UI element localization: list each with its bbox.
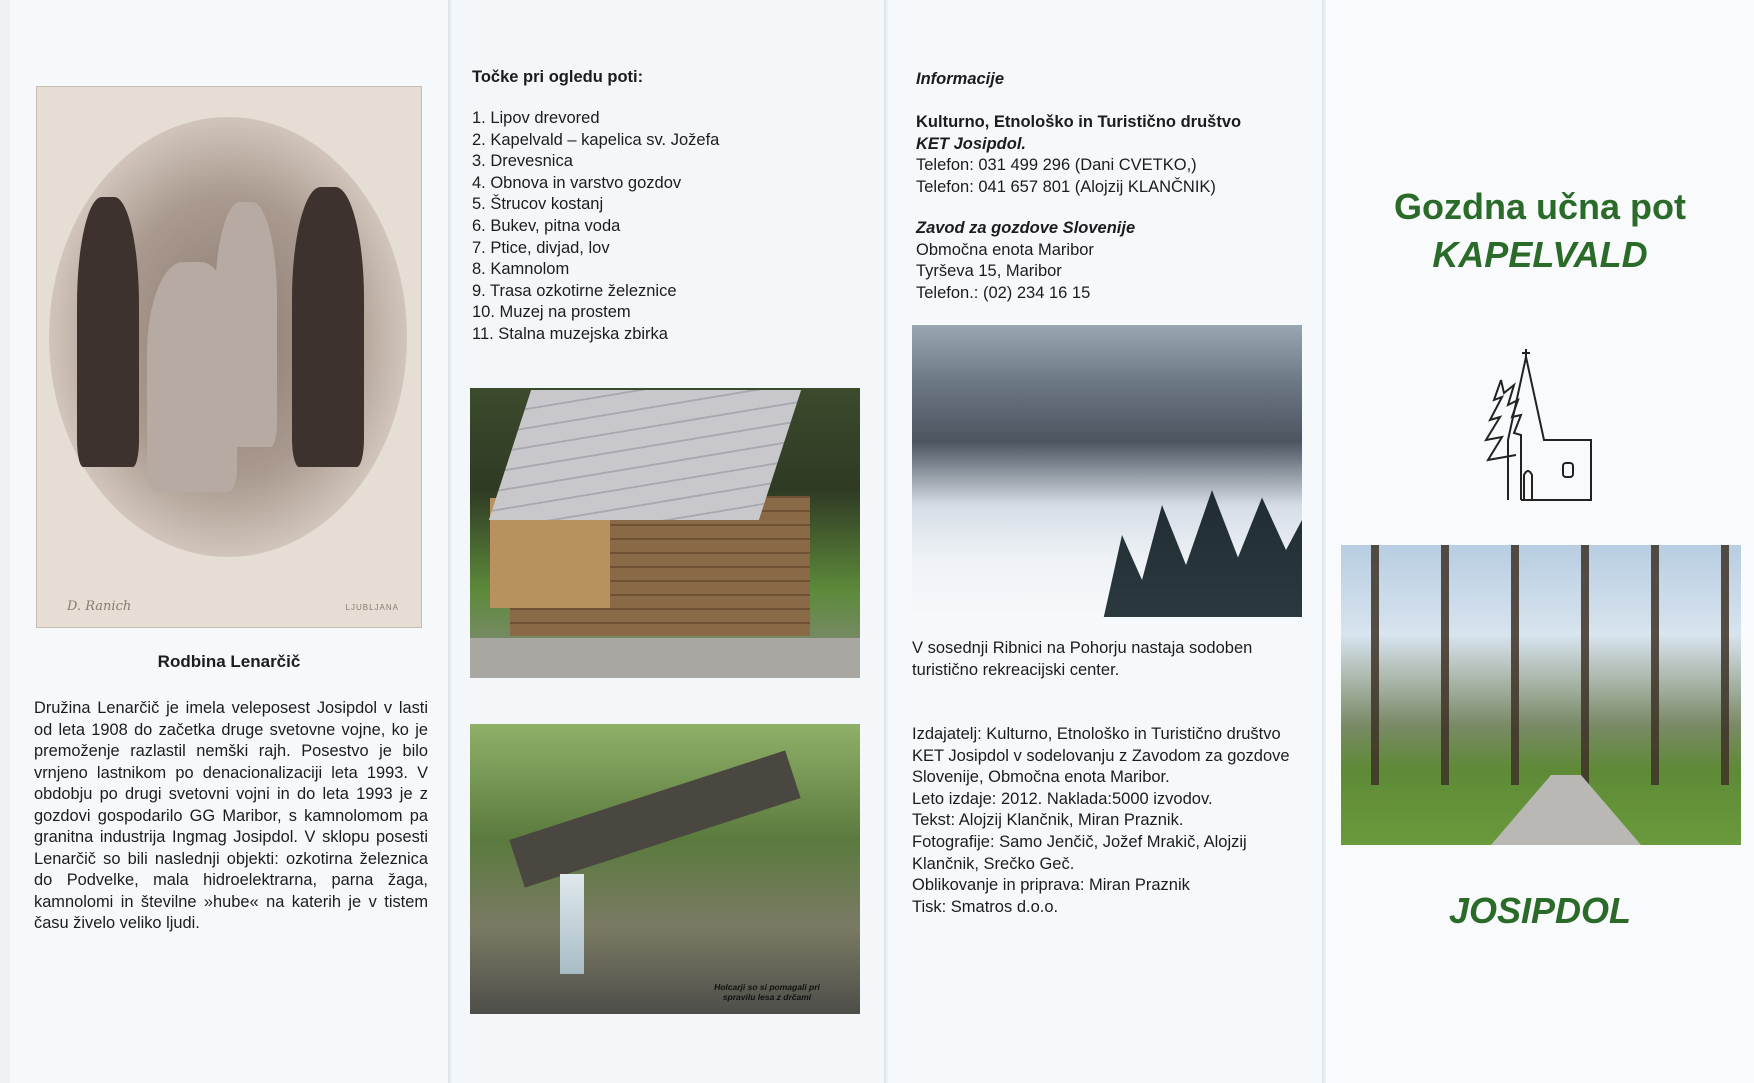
list-item: 4. Obnova in varstvo gozdov <box>472 173 682 192</box>
photo-credits: Fotografije: Samo Jenčič, Jožef Mrakič, Alojzij Klančnik, Srečko Geč. <box>912 832 1247 873</box>
linden-avenue-photo <box>1341 545 1741 845</box>
chapel-tree-logo-icon <box>1466 345 1596 505</box>
info-heading: Informacije <box>916 70 1005 88</box>
text-authors: Tekst: Alojzij Klančnik, Miran Praznik. <box>912 811 1184 830</box>
cover-place-name: JOSIPDOL <box>1448 890 1632 931</box>
fold-line <box>448 0 452 1083</box>
publisher: Izdajatelj: Kulturno, Etnološko in Turistično društvo KET Josipdol v sodelovanju z Zavodom za gozdove Slovenije, Območna enota Maribor. <box>912 725 1290 787</box>
list-item: 1. Lipov drevored <box>472 109 600 127</box>
org2-contact <box>916 218 1135 304</box>
points-list <box>472 108 719 346</box>
org1-short-name: KET Josipdol. <box>916 134 1027 153</box>
points-heading: Točke pri ogledu poti: <box>472 68 644 86</box>
org1-phone: Telefon: 041 657 801 (Alojzij KLANČNIK) <box>916 177 1216 196</box>
brochure-panel-info <box>888 0 1322 1083</box>
history-text: Družina Lenarčič je imela veleposest Josipdol v lasti od leta 1908 do začetka druge svetovne vojne, ko je premoženje razlastil nemški rajh. Posestvo je bilo vrnjeno lastnikom po denacionalizaciji leta 1993. V obdobju po drugi svetovni vojni in do leta 1993 je z gozdovi gospodarilo GG Maribor, s kamnolomom pa granitna industrija Ingmag Josipdol. V sklopu posesti Lenarčič so bili naslednji objekti: ozkotirna železnica do Podvelke, mala hidroelektrarna, parna žaga, kamnolomi in številne »hube« na katerih je v tistem času živelo veliko ljudi. <box>34 699 428 932</box>
fold-line <box>884 0 888 1083</box>
list-item: 5. Štrucov kostanj <box>472 195 604 214</box>
photo-studio-signature: D. Ranich <box>67 599 132 614</box>
org1-contact <box>916 112 1241 198</box>
brochure-panel-history <box>10 0 448 1083</box>
list-item: 6. Bukev, pitna voda <box>472 216 621 235</box>
log-flume-photo <box>470 724 860 1014</box>
list-item: 9. Trasa ozkotirne železnice <box>472 281 677 300</box>
imprint <box>912 724 1304 918</box>
brochure-panel-points <box>452 0 884 1083</box>
fold-line <box>1322 0 1326 1083</box>
cover-title: Gozdna učna pot <box>1394 186 1686 227</box>
list-item: 11. Stalna muzejska zbirka <box>472 324 668 343</box>
photo-caption: Rodbina Lenarčič <box>157 652 301 671</box>
org2-address: Tyrševa 15, Maribor <box>916 262 1062 281</box>
ribnica-text: V sosednji Ribnici na Pohorju nastaja sodoben turistično rekreacijski center. <box>912 639 1253 679</box>
flume-photo-caption: Holcarji so si pomagali pri spravilu lesa z drčami <box>714 982 820 1002</box>
cover-subtitle: KAPELVALD <box>1432 234 1648 275</box>
org1-name: Kulturno, Etnološko in Turistično društvo <box>916 113 1242 131</box>
list-item: 7. Ptice, divjad, lov <box>472 238 610 257</box>
wooden-hut-photo <box>470 388 860 678</box>
list-item: 10. Muzej na prostem <box>472 303 631 322</box>
org2-name: Zavod za gozdove Slovenije <box>916 219 1136 237</box>
list-item: 2. Kapelvald – kapelica sv. Jožefa <box>472 130 720 149</box>
winter-landscape-photo <box>912 325 1302 617</box>
org2-unit: Območna enota Maribor <box>916 240 1094 259</box>
printer: Tisk: Smatros d.o.o. <box>912 897 1059 916</box>
org1-phone: Telefon: 031 499 296 (Dani CVETKO,) <box>916 156 1197 175</box>
photo-studio-city: LJUBLJANA <box>345 603 399 612</box>
list-item: 3. Drevesnica <box>472 152 573 171</box>
family-photo <box>36 86 422 628</box>
list-item: 8. Kamnolom <box>472 260 570 279</box>
brochure-panel-cover <box>1326 0 1754 1083</box>
design-credit: Oblikovanje in priprava: Miran Praznik <box>912 876 1190 895</box>
org2-phone: Telefon.: (02) 234 16 15 <box>916 283 1091 302</box>
edition-year: Leto izdaje: 2012. Naklada:5000 izvodov. <box>912 789 1213 808</box>
